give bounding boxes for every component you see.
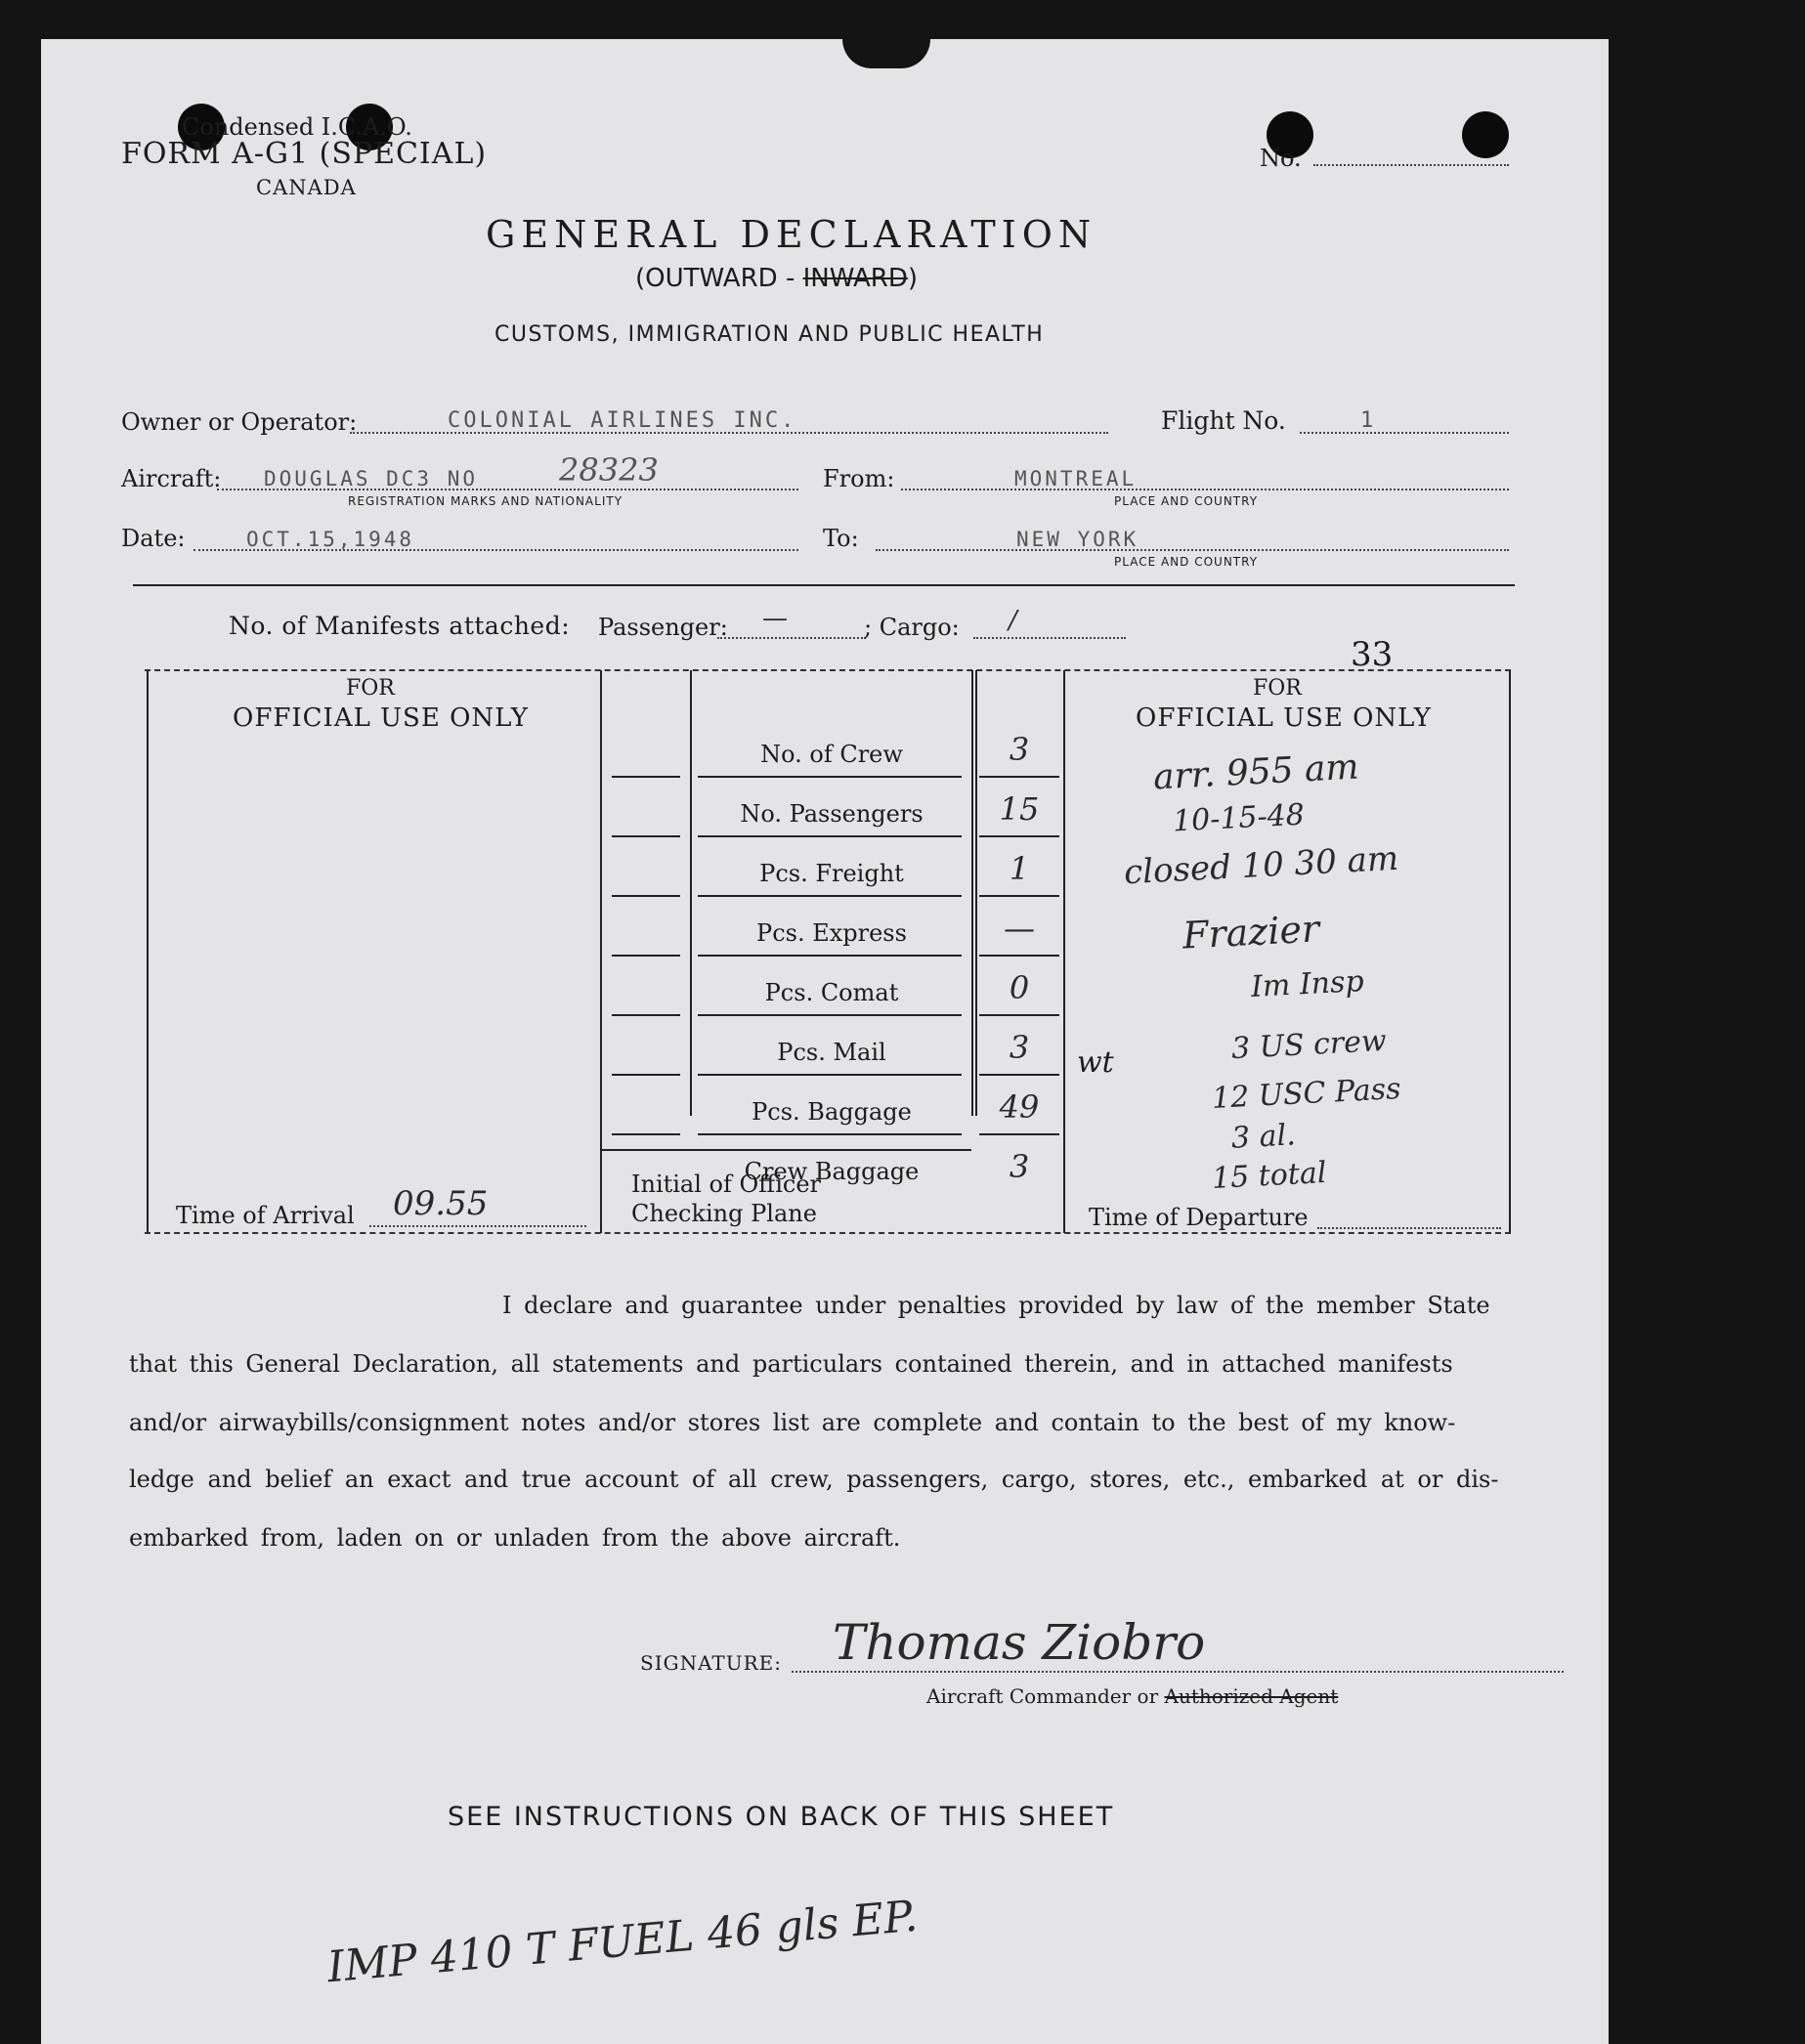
cargo-row-value: 15 bbox=[999, 790, 1040, 828]
passenger-manifest-value: — bbox=[762, 604, 788, 633]
arrival-time-value: 09.55 bbox=[393, 1184, 489, 1223]
official-note-line: arr. 955 am bbox=[1152, 746, 1360, 798]
section-divider bbox=[133, 584, 1515, 586]
official-note-line: Im Insp bbox=[1250, 963, 1365, 1005]
cargo-row-label: Crew Baggage bbox=[744, 1158, 920, 1185]
signature-label: SIGNATURE: bbox=[640, 1651, 783, 1675]
aircraft-number: 28323 bbox=[559, 451, 659, 489]
to-label: To: bbox=[823, 525, 859, 552]
to-line bbox=[876, 549, 1509, 551]
signature-caption bbox=[926, 1684, 1338, 1708]
cargo-row-rule bbox=[698, 1014, 962, 1016]
passenger-manifest-label: Passenger: bbox=[598, 614, 728, 641]
cargo-row-rule bbox=[698, 835, 962, 837]
official-note-line: 10-15-48 bbox=[1172, 797, 1306, 839]
official-note-line: Frazier bbox=[1181, 907, 1321, 958]
from-value: MONTREAL bbox=[1014, 467, 1138, 490]
date-label: Date: bbox=[121, 525, 186, 552]
country-label: CANADA bbox=[256, 176, 357, 199]
from-line bbox=[901, 489, 1509, 490]
to-value: NEW YORK bbox=[1016, 528, 1139, 551]
aircraft-label: Aircraft: bbox=[121, 465, 222, 492]
cargo-row-label: Pcs. Freight bbox=[759, 860, 904, 887]
cargo-row-rule bbox=[979, 895, 1059, 897]
baggage-weight-note: wt bbox=[1077, 1045, 1114, 1080]
departure-time-label: Time of Departure bbox=[1089, 1204, 1309, 1231]
official-note-line: 15 total bbox=[1211, 1155, 1328, 1197]
table-left-border bbox=[147, 670, 149, 1233]
declaration-line-1: I declare and guarantee under penalties provided by law of the member State bbox=[502, 1292, 1490, 1319]
date-value: OCT.15,1948 bbox=[246, 528, 415, 551]
cargo-row-value: 1 bbox=[1009, 850, 1030, 887]
instructions-note: SEE INSTRUCTIONS ON BACK OF THIS SHEET bbox=[448, 1802, 1115, 1832]
condensed-icao-line: Condensed I.C.A.O. bbox=[182, 113, 412, 141]
signature-value: Thomas Ziobro bbox=[833, 1614, 1206, 1671]
declaration-line-5: embarked from, laden on or unladen from the above aircraft. bbox=[129, 1524, 901, 1552]
cargo-row-rule bbox=[979, 1133, 1059, 1135]
official-note-line: 12 USC Pass bbox=[1211, 1071, 1402, 1117]
cargo-manifest-label: ; Cargo: bbox=[864, 614, 960, 641]
cargo-row-rule bbox=[698, 776, 962, 778]
cargo-row-label: Pcs. Express bbox=[756, 919, 907, 947]
table-right-border bbox=[1509, 670, 1511, 1233]
official-note-line: 3 al. bbox=[1230, 1118, 1297, 1156]
cargo-row-rule bbox=[612, 1133, 680, 1135]
number-line bbox=[1313, 164, 1509, 166]
document-page bbox=[41, 39, 1609, 2044]
flight-line bbox=[1300, 432, 1509, 434]
cargo-row-rule bbox=[698, 895, 962, 897]
caption-or: or bbox=[1131, 1684, 1165, 1708]
torn-paper-mark bbox=[842, 39, 930, 68]
number-label: No. bbox=[1260, 145, 1302, 172]
registration-caption: REGISTRATION MARKS AND NATIONALITY bbox=[348, 494, 623, 508]
fuel-handwritten-note: IMP 410 T FUEL 46 gls EP. bbox=[324, 1891, 920, 1993]
declaration-line-4: ledge and belief an exact and true account of all crew, passengers, cargo, stores, etc., embarked at or dis- bbox=[129, 1466, 1499, 1493]
official-note-line: closed 10 30 am bbox=[1123, 838, 1400, 893]
arrival-time-label: Time of Arrival bbox=[176, 1202, 355, 1229]
initial-officer-label: Initial of Officer bbox=[631, 1171, 822, 1198]
cargo-row-value: 0 bbox=[1009, 969, 1030, 1006]
table-bottom-border bbox=[145, 1232, 1511, 1234]
table-top-border bbox=[145, 669, 1511, 671]
aircraft-value: DOUGLAS DC3 NO bbox=[264, 467, 479, 490]
declaration-line-3: and/or airwaybills/consignment notes and/or stores list are complete and contain to the best of my know- bbox=[129, 1409, 1456, 1436]
page-number-stamp: 33 bbox=[1351, 635, 1394, 674]
left-official-use-label: OFFICIAL USE ONLY bbox=[233, 703, 529, 733]
declaration-line-2: that this General Declaration, all statements and particulars contained therein, and in attached manifests bbox=[129, 1350, 1453, 1378]
cargo-row-rule bbox=[612, 1014, 680, 1016]
document-subtitle: CUSTOMS, IMMIGRATION AND PUBLIC HEALTH bbox=[494, 322, 1045, 347]
cargo-row-rule bbox=[979, 776, 1059, 778]
cargo-row-label: No. Passengers bbox=[740, 800, 924, 828]
cargo-row-value: 49 bbox=[999, 1088, 1040, 1126]
left-for-label: FOR bbox=[346, 676, 395, 701]
cargo-row-label: Pcs. Baggage bbox=[752, 1098, 912, 1126]
official-note-line: 3 US crew bbox=[1230, 1023, 1388, 1067]
cargo-row-rule bbox=[979, 835, 1059, 837]
cargo-row-rule bbox=[979, 955, 1059, 957]
outward-text: (OUTWARD - bbox=[635, 264, 803, 293]
cargo-row-rule bbox=[698, 955, 962, 957]
to-place-caption: PLACE AND COUNTRY bbox=[1114, 555, 1259, 569]
cargo-row-rule bbox=[612, 1074, 680, 1076]
document-title: GENERAL DECLARATION bbox=[486, 213, 1097, 256]
cargo-manifest-line bbox=[973, 637, 1126, 639]
flight-label: Flight No. bbox=[1161, 406, 1286, 435]
cargo-row-rule bbox=[612, 835, 680, 837]
commander-caption: Aircraft Commander bbox=[926, 1684, 1132, 1708]
cargo-row-value: — bbox=[1004, 910, 1035, 947]
right-for-label: FOR bbox=[1253, 676, 1302, 701]
cargo-row-rule bbox=[612, 955, 680, 957]
inward-struck-text: INWARD bbox=[802, 264, 908, 293]
cargo-row-value: 3 bbox=[1009, 731, 1030, 768]
punch-hole bbox=[1462, 111, 1509, 158]
authorized-agent-caption: Authorized Agent bbox=[1164, 1684, 1339, 1708]
cargo-row-rule bbox=[698, 1074, 962, 1076]
cargo-row-rule bbox=[698, 1133, 962, 1135]
from-label: From: bbox=[823, 465, 895, 492]
form-number: FORM A-G1 (SPECIAL) bbox=[121, 137, 488, 171]
checking-plane-label: Checking Plane bbox=[631, 1200, 817, 1227]
cargo-row-label: No. of Crew bbox=[760, 741, 903, 768]
passenger-manifest-line bbox=[717, 637, 866, 639]
direction-close: ) bbox=[907, 264, 919, 293]
owner-label: Owner or Operator: bbox=[121, 408, 358, 436]
cargo-row-value: 3 bbox=[1009, 1148, 1030, 1185]
departure-time-line bbox=[1317, 1227, 1501, 1229]
cargo-row-rule bbox=[612, 776, 680, 778]
direction-line bbox=[635, 264, 918, 293]
table-divider-right bbox=[1063, 670, 1065, 1233]
cargo-row-value: 3 bbox=[1009, 1029, 1030, 1066]
cargo-row-label: Pcs. Comat bbox=[764, 979, 899, 1006]
arrival-time-line bbox=[369, 1225, 586, 1227]
cargo-row-label: Pcs. Mail bbox=[777, 1039, 886, 1066]
right-official-use-label: OFFICIAL USE ONLY bbox=[1136, 703, 1432, 733]
table-initials-rule bbox=[602, 1149, 971, 1151]
cargo-row-rule bbox=[612, 895, 680, 897]
signature-line bbox=[792, 1671, 1564, 1673]
manifests-label: No. of Manifests attached: bbox=[229, 612, 571, 640]
cargo-row-rule bbox=[979, 1074, 1059, 1076]
cargo-manifest-value: / bbox=[1009, 606, 1017, 635]
from-place-caption: PLACE AND COUNTRY bbox=[1114, 494, 1259, 508]
cargo-row-rule bbox=[979, 1014, 1059, 1016]
owner-value: COLONIAL AIRLINES INC. bbox=[448, 408, 797, 433]
flight-value: 1 bbox=[1360, 408, 1377, 433]
